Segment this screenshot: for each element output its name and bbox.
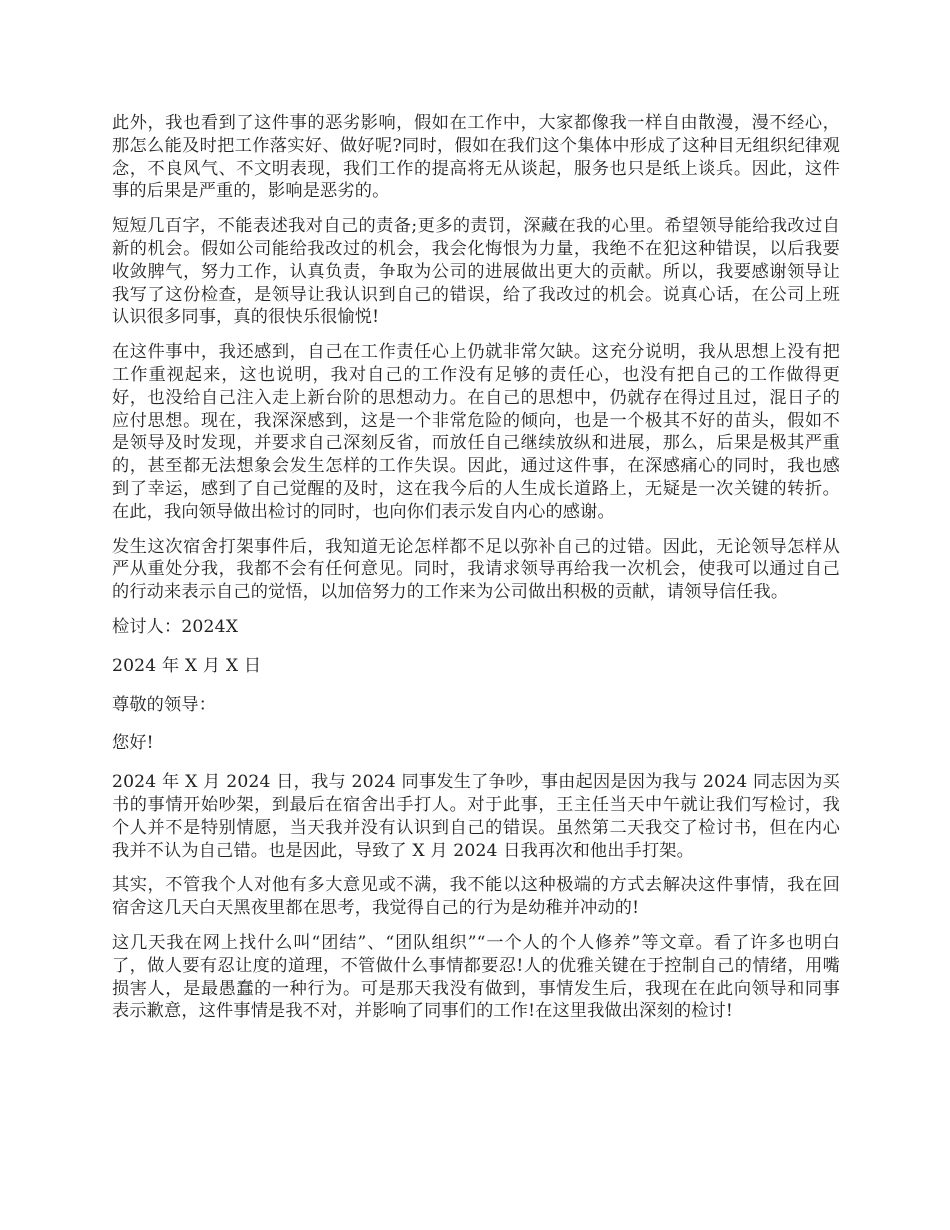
paragraph-apology: 这几天我在网上找什么叫“团结”、“团队组织”“一个人的个人修养”等文章。看了许多也明白了，做人要有忍让度的道理，不管做什么事情都要忍!人的优雅关键在于控制自己的情绪，用嘴损害人，是最愚蠢的一种行为。可是那天我没有做到，事情发生后，我现在在此向领导和同事表示歉意，这件事情是我不对，并影响了同事们的工作!在这里我做出深刻的检讨! <box>112 932 840 1022</box>
paragraph-dorm-fight: 发生这次宿舍打架事件后，我知道无论怎样都不足以弥补自己的过错。因此，无论领导怎样从严从重处分我，我都不会有任何意见。同时，我请求领导再给我一次机会，使我可以通过自己的行动来表示自己的觉悟，以加倍努力的工作来为公司做出积极的贡献，请领导信任我。 <box>112 536 840 603</box>
salutation: 尊敬的领导： <box>112 694 217 715</box>
paragraph-incident: 2024 年 X 月 2024 日，我与 2024 同事发生了争吵，事由起因是因为我与 2024 同志因为买书的事情开始吵架，到最后在宿舍出手打人。对于此事，王主任当天中午就让我们写检讨，我个人并不是特别情愿，当天我并没有认识到自己的错误。虽然第二天我交了检讨书，但在内心我并不认为自己错。也是因此，导致了 X 月 2024 日我再次和他出手打架。 <box>112 772 840 861</box>
paragraph-responsibility: 在这件事中，我还感到，自己在工作责任心上仍就非常欠缺。这充分说明，我从思想上没有把工作重视起来，这也说明，我对自己的工作没有足够的责任心，也没有把自己的工作做得更好，也没给自己注入走上新台阶的思想动力。在自己的思想中，仍就存在得过且过，混日子的应付思想。现在，我深深感到，这是一个非常危险的倾向，也是一个极其不好的苗头，假如不是领导及时发现，并要求自己深刻反省，而放任自己继续放纵和进展，那么，后果是极其严重的，甚至都无法想象会发生怎样的工作失误。因此，通过这件事，在深感痛心的同时，我也感到了幸运，感到了自己觉醒的及时，这在我今后的人生成长道路上，无疑是一次关键的转折。在此，我向领导做出检讨的同时，也向你们表示发自内心的感谢。 <box>112 342 840 522</box>
document-body <box>112 112 840 1035</box>
greeting: 您好! <box>112 733 154 754</box>
date-line: 2024 年 X 月 X 日 <box>112 655 262 676</box>
paragraph-self-reproach: 短短几百字，不能表述我对自己的责备;更多的责罚，深藏在我的心里。希望领导能给我改过自新的机会。假如公司能给我改过的机会，我会化悔恨为力量，我绝不在犯这种错误，以后我要收敛脾气，努力工作，认真负责，争取为公司的进展做出更大的贡献。所以，我要感谢领导让我写了这份检查，是领导让我认识到自己的错误，给了我改过的机会。说真心话，在公司上班认识很多同事，真的很快乐很愉悦! <box>112 216 840 328</box>
signature-line: 检讨人：2024X <box>112 616 239 637</box>
paragraph-consequences: 此外，我也看到了这件事的恶劣影响，假如在工作中，大家都像我一样自由散漫，漫不经心，那怎么能及时把工作落实好、做好呢?同时，假如在我们这个集体中形成了这种目无组织纪律观念，不良风气、不文明表现，我们工作的提高将无从谈起，服务也只是纸上谈兵。因此，这件事的后果是严重的，影响是恶劣的。 <box>112 113 840 202</box>
paragraph-reflection: 其实，不管我个人对他有多大意见或不满，我不能以这种极端的方式去解决这件事情，我在回宿舍这几天白天黑夜里都在思考，我觉得自己的行为是幼稚并冲动的! <box>112 875 840 919</box>
